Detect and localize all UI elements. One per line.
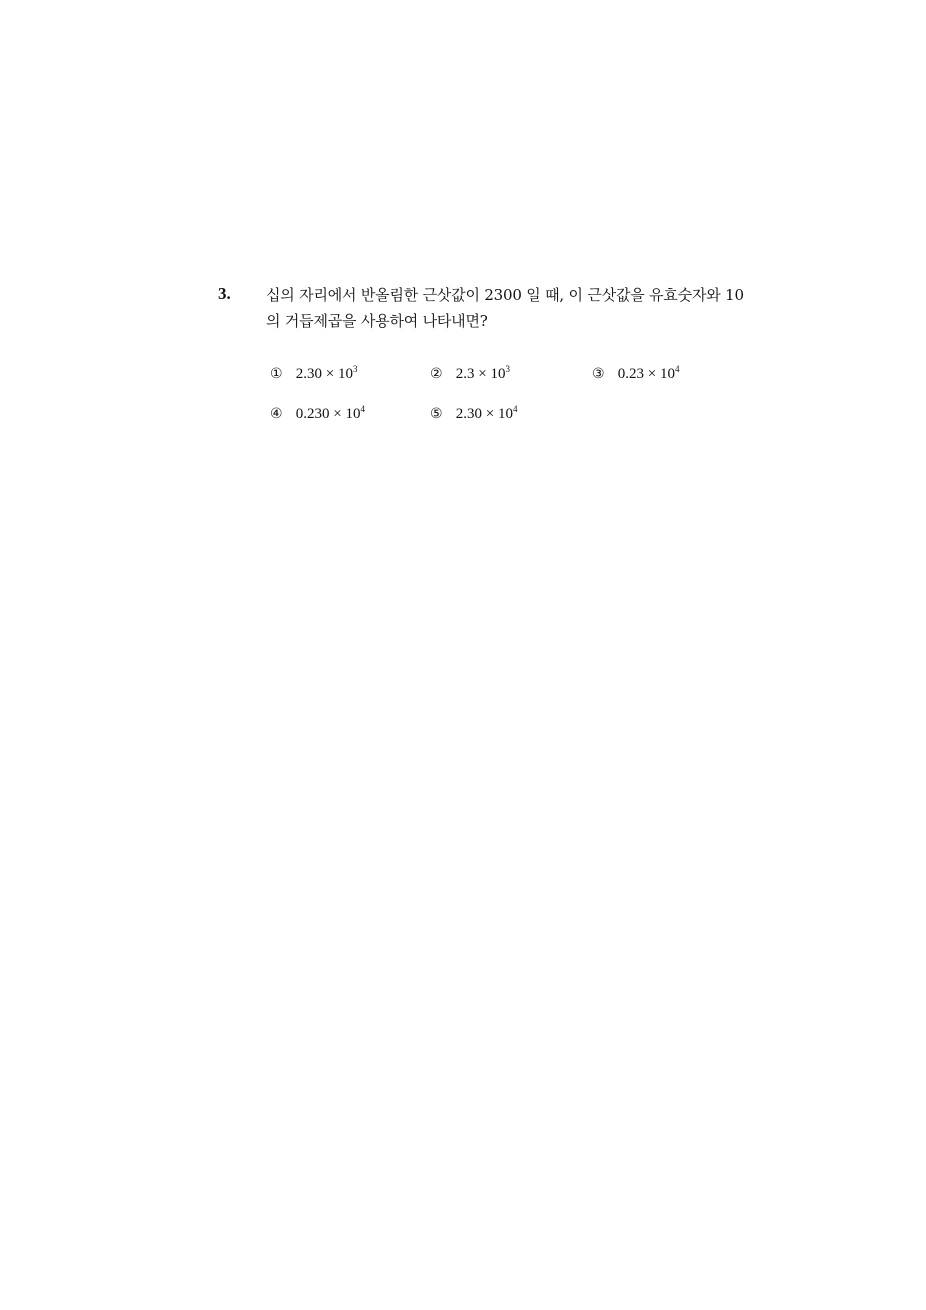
choice-expression <box>618 366 680 382</box>
choice-base: 10 <box>345 406 361 422</box>
choice-marker: ③ <box>592 366 605 382</box>
question-line: 의 거듭제곱을 사용하여 나타내면? <box>266 312 488 330</box>
choice-mantissa: 0.23 <box>617 366 644 382</box>
times-sign: × <box>325 366 335 382</box>
choice-mantissa: 2.30 <box>455 406 482 422</box>
choice-3[interactable] <box>592 366 679 383</box>
choice-exponent: 3 <box>505 364 510 374</box>
choice-exponent: 4 <box>512 404 518 414</box>
choice-base: 10 <box>490 366 506 382</box>
choice-expression <box>456 366 510 382</box>
question-line: 십의 자리에서 반올림한 근삿값이 2300 일 때, 이 근삿값을 유효숫자와 10 <box>266 286 744 304</box>
choice-mantissa: 2.30 <box>295 366 322 382</box>
times-sign: × <box>485 406 495 422</box>
choice-base: 10 <box>497 406 513 422</box>
choice-marker: ② <box>430 366 443 382</box>
choice-marker: ① <box>270 366 283 382</box>
choice-exponent: 4 <box>674 364 680 374</box>
choice-expression <box>296 406 365 422</box>
question-text <box>266 282 766 334</box>
choice-expression <box>296 366 358 382</box>
choice-marker: ④ <box>270 406 283 422</box>
choice-exponent: 4 <box>360 404 365 414</box>
question-number: 3. <box>218 284 231 303</box>
choice-base: 10 <box>659 366 675 382</box>
times-sign: × <box>647 366 657 382</box>
choice-base: 10 <box>337 366 353 382</box>
choice-mantissa: 2.3 <box>455 366 475 382</box>
choice-marker: ⑤ <box>430 406 443 422</box>
choice-mantissa: 0.230 <box>295 406 330 422</box>
times-sign: × <box>478 366 487 382</box>
choice-4[interactable] <box>270 406 365 423</box>
times-sign: × <box>333 406 342 422</box>
choice-2[interactable] <box>430 366 510 383</box>
choice-expression <box>456 406 518 422</box>
choice-1[interactable] <box>270 366 357 383</box>
choice-5[interactable] <box>430 406 517 423</box>
choice-exponent: 3 <box>352 364 358 374</box>
